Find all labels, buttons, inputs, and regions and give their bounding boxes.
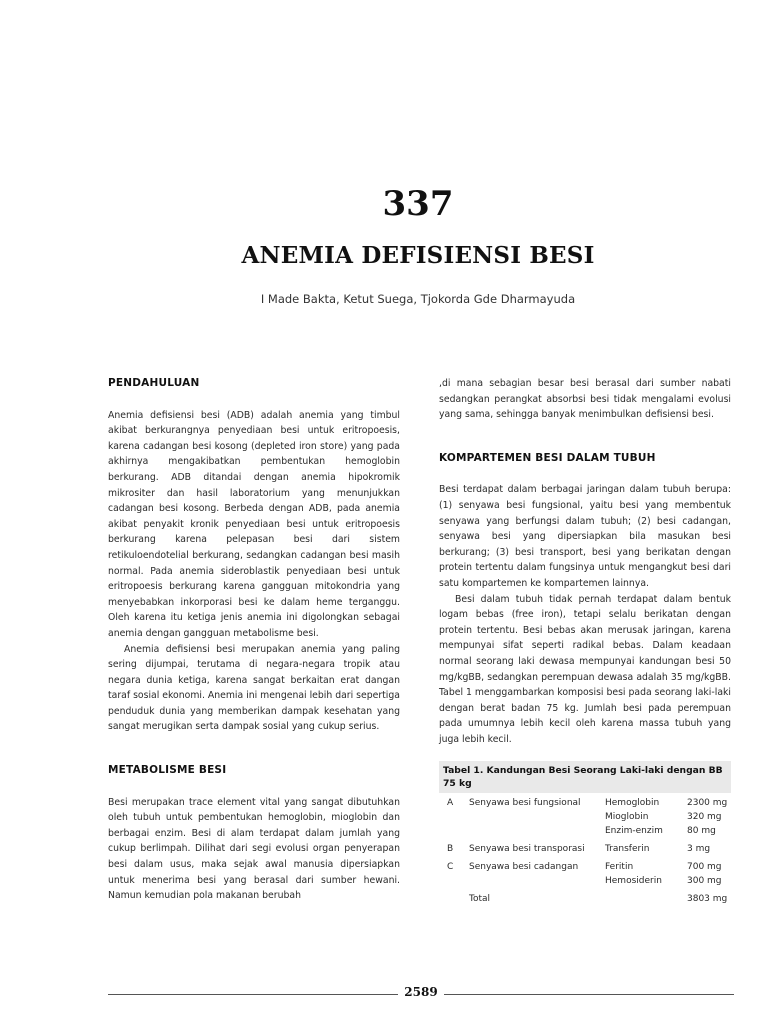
row-amount: 300 mg bbox=[687, 876, 722, 887]
row-compound: Senyawa besi transporasi bbox=[469, 844, 585, 855]
table-row bbox=[439, 810, 731, 824]
row-amount: 700 mg bbox=[687, 862, 722, 873]
row-component: Hemoglobin bbox=[605, 798, 660, 809]
row-amount: 320 mg bbox=[687, 812, 722, 823]
row-component: Feritin bbox=[605, 862, 634, 873]
left-column bbox=[108, 376, 400, 904]
row-letter bbox=[439, 810, 467, 824]
paragraph-pendahuluan-1: Anemia defisiensi besi (ADB) adalah anemia yang timbul akibat berkurangnya penyediaan besi untuk eritropoesis, karena cadangan besi kosong (depleted iron store) yang pada akhirnya mengakibatkan pembentukan hemoglobin berkurang. ADB ditandai dengan anemia hipokromik mikrositer dan hasil laboratorium yang menunjukkan cadangan besi kosong. Berbeda dengan ADB, pada anemia akibat penyakit kronik penyediaan besi untuk eritropoesis berkurang karena pelepasan besi dari sistem retikuloendotelial berkurang, sedangkan cadangan besi masih normal. Pada anemia sideroblastik penyediaan besi untuk eritropoesis berkurang karena gangguan mitokondria yang menyebabkan inkorporasi besi ke dalam heme terganggu. Oleh karena itu ketiga jenis anemia ini digolongkan sebagai anemia dengan gangguan metabolisme besi. bbox=[108, 409, 400, 639]
chapter-authors: I Made Bakta, Ketut Suega, Tjokorda Gde Dharmayuda bbox=[260, 292, 576, 306]
row-compound: Senyawa besi fungsional bbox=[469, 798, 581, 809]
row-letter: C bbox=[447, 862, 454, 873]
row-letter: A bbox=[447, 798, 454, 809]
page-number: 2589 bbox=[404, 985, 438, 999]
row-letter bbox=[439, 874, 467, 888]
row-compound bbox=[467, 874, 603, 888]
table-row bbox=[439, 824, 731, 838]
chapter-number: 337 bbox=[382, 184, 454, 224]
row-amount: 3 mg bbox=[687, 844, 711, 855]
row-compound: Senyawa besi cadangan bbox=[469, 862, 579, 873]
row-compound bbox=[467, 824, 603, 838]
section-heading-metabolisme: METABOLISME BESI bbox=[108, 764, 227, 777]
section-heading-kompartemen: KOMPARTEMEN BESI DALAM TUBUH bbox=[439, 451, 656, 464]
row-compound bbox=[467, 810, 603, 824]
row-component: Transferin bbox=[605, 844, 650, 855]
paragraph-pendahuluan-2: Anemia defisiensi besi merupakan anemia yang paling sering dijumpai, terutama di negara-negara tropik atau negara dunia ketiga, karena sangat berkaitan erat dangan taraf sosial ekonomi. Anemia ini mengenai lebih dari sepertiga penduduk dunia yang memberikan dampak kesehatan yang sangat merugikan serta dampak sosial yang cukup serius. bbox=[108, 643, 400, 733]
row-letter bbox=[439, 824, 467, 838]
row-compound: Total bbox=[469, 894, 491, 905]
table-row bbox=[439, 838, 731, 856]
row-amount: 80 mg bbox=[687, 826, 716, 837]
row-amount: 3803 mg bbox=[687, 894, 728, 905]
table-row bbox=[439, 796, 731, 810]
right-column bbox=[439, 376, 731, 906]
paragraph-kompartemen-2: Besi dalam tubuh tidak pernah terdapat dalam bentuk logam bebas (free iron), tetapi selalu berikatan dengan protein tertentu. Besi bebas akan merusak jaringan, karena mempunyai sifat seperti radikal bebas. Dalam keadaan normal seorang laki dewasa mempunyai kandungan besi 50 mg/kgBB, sedangkan perempuan dewasa adalah 35 mg/kgBB. Tabel 1 menggambarkan komposisi besi pada seorang laki-laki dengan berat badan 75 kg. Jumlah besi pada perempuan pada umumnya lebih kecil oleh karena massa tubuh yang juga lebih kecil. bbox=[439, 593, 731, 745]
footer-rule-left bbox=[108, 994, 398, 995]
row-letter bbox=[439, 888, 467, 906]
table-title: Tabel 1. Kandungan Besi Seorang Laki-laki dengan BB 75 kg bbox=[439, 761, 731, 793]
row-component: Mioglobin bbox=[605, 812, 649, 823]
paragraph-continuation: ,di mana sebagian besar besi berasal dari sumber nabati sedangkan perangkat absorbsi besi tidak mengalami evolusi yang sama, sehingga banyak menimbulkan defisiensi besi. bbox=[439, 378, 731, 421]
row-component: Enzim-enzim bbox=[605, 826, 663, 837]
iron-content-table bbox=[439, 761, 731, 906]
paragraph-metabolisme-1: Besi merupakan trace element vital yang sangat dibutuhkan oleh tubuh untuk pembentukan hemoglobin, mioglobin dan berbagai enzim. Besi di alam terdapat dalam jumlah yang cukup berlimpah. Dilihat dari segi evolusi organ penyerapan besi dalam usus, maka sejak awal manusia dipersiapkan untuk menerima besi yang berasal dari sumber hewani. Namun kemudian pola makanan berubah bbox=[108, 796, 400, 902]
table-row bbox=[439, 856, 731, 874]
chapter-title: ANEMIA DEFISIENSI BESI bbox=[241, 242, 595, 269]
table-row bbox=[439, 874, 731, 888]
row-component bbox=[603, 888, 685, 906]
paragraph-kompartemen-1: Besi terdapat dalam berbagai jaringan dalam tubuh berupa: (1) senyawa besi fungsional, yaitu besi yang membentuk senyawa yang berfungsi dalam tubuh; (2) besi cadangan, senyawa besi yang dipersiapkan bila masukan besi berkurang; (3) besi transport, besi yang berikatan dengan protein tertentu dalam fungsinya untuk mengangkut besi dari satu kompartemen ke kompartemen lainnya. bbox=[439, 484, 731, 589]
section-heading-pendahuluan: PENDAHULUAN bbox=[108, 377, 200, 389]
row-component: Hemosiderin bbox=[605, 876, 662, 887]
footer-rule-right bbox=[444, 994, 734, 995]
row-amount: 2300 mg bbox=[687, 798, 728, 809]
table-row bbox=[439, 888, 731, 906]
row-letter: B bbox=[447, 844, 454, 855]
table-body bbox=[439, 796, 731, 906]
